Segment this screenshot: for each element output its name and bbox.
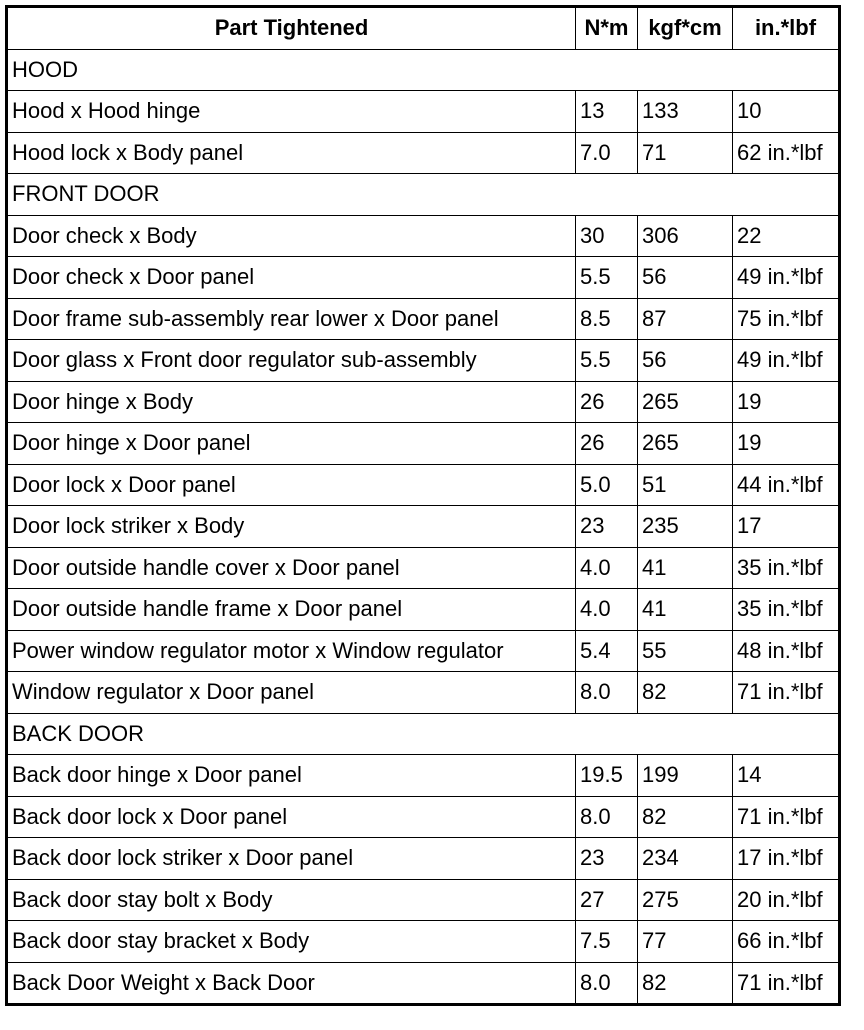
cell-part: Door lock x Door panel: [7, 464, 576, 506]
table-row: [7, 672, 840, 714]
cell-part: Back door stay bolt x Body: [7, 879, 576, 921]
cell-in-lbf: 49 in.*lbf: [733, 257, 840, 299]
cell-kgf-cm: 133: [638, 91, 733, 133]
cell-kgf-cm: 41: [638, 547, 733, 589]
table-row: [7, 755, 840, 797]
cell-in-lbf: 35 in.*lbf: [733, 547, 840, 589]
cell-in-lbf: 19: [733, 423, 840, 465]
cell-nm: 4.0: [576, 589, 638, 631]
cell-part: Back door stay bracket x Body: [7, 921, 576, 963]
cell-part: Door lock striker x Body: [7, 506, 576, 548]
table-row: [7, 381, 840, 423]
cell-in-lbf: 10: [733, 91, 840, 133]
cell-kgf-cm: 56: [638, 340, 733, 382]
header-nm: N*m: [576, 7, 638, 50]
cell-nm: 5.4: [576, 630, 638, 672]
cell-part: Back door lock striker x Door panel: [7, 838, 576, 880]
cell-kgf-cm: 265: [638, 381, 733, 423]
table-row: [7, 91, 840, 133]
cell-in-lbf: 71 in.*lbf: [733, 796, 840, 838]
table-row: [7, 298, 840, 340]
cell-nm: 26: [576, 423, 638, 465]
cell-in-lbf: 71 in.*lbf: [733, 962, 840, 1005]
table-row: [7, 340, 840, 382]
table-row: [7, 132, 840, 174]
section-title: FRONT DOOR: [7, 174, 840, 216]
cell-kgf-cm: 82: [638, 962, 733, 1005]
cell-part: Door frame sub-assembly rear lower x Door panel: [7, 298, 576, 340]
cell-nm: 13: [576, 91, 638, 133]
cell-in-lbf: 22: [733, 215, 840, 257]
cell-kgf-cm: 265: [638, 423, 733, 465]
cell-part: Back Door Weight x Back Door: [7, 962, 576, 1005]
table-row: [7, 215, 840, 257]
cell-kgf-cm: 275: [638, 879, 733, 921]
cell-nm: 26: [576, 381, 638, 423]
cell-kgf-cm: 199: [638, 755, 733, 797]
cell-in-lbf: 14: [733, 755, 840, 797]
cell-part: Door check x Door panel: [7, 257, 576, 299]
cell-kgf-cm: 234: [638, 838, 733, 880]
cell-in-lbf: 48 in.*lbf: [733, 630, 840, 672]
cell-in-lbf: 44 in.*lbf: [733, 464, 840, 506]
cell-nm: 23: [576, 506, 638, 548]
table-row: [7, 796, 840, 838]
cell-kgf-cm: 82: [638, 796, 733, 838]
cell-part: Power window regulator motor x Window regulator: [7, 630, 576, 672]
table-row: [7, 838, 840, 880]
cell-nm: 7.0: [576, 132, 638, 174]
section-row: [7, 713, 840, 755]
table-row: [7, 589, 840, 631]
cell-part: Hood x Hood hinge: [7, 91, 576, 133]
cell-kgf-cm: 82: [638, 672, 733, 714]
table-row: [7, 257, 840, 299]
table-row: [7, 464, 840, 506]
header-row: [7, 7, 840, 50]
cell-in-lbf: 17: [733, 506, 840, 548]
header-in-lbf: in.*lbf: [733, 7, 840, 50]
cell-in-lbf: 71 in.*lbf: [733, 672, 840, 714]
cell-nm: 5.5: [576, 257, 638, 299]
cell-kgf-cm: 306: [638, 215, 733, 257]
cell-nm: 5.0: [576, 464, 638, 506]
cell-nm: 23: [576, 838, 638, 880]
cell-part: Window regulator x Door panel: [7, 672, 576, 714]
cell-kgf-cm: 77: [638, 921, 733, 963]
cell-part: Back door hinge x Door panel: [7, 755, 576, 797]
cell-in-lbf: 75 in.*lbf: [733, 298, 840, 340]
section-row: [7, 49, 840, 91]
cell-kgf-cm: 71: [638, 132, 733, 174]
cell-in-lbf: 66 in.*lbf: [733, 921, 840, 963]
cell-in-lbf: 62 in.*lbf: [733, 132, 840, 174]
table-row: [7, 547, 840, 589]
cell-kgf-cm: 87: [638, 298, 733, 340]
cell-in-lbf: 49 in.*lbf: [733, 340, 840, 382]
cell-in-lbf: 19: [733, 381, 840, 423]
section-title: HOOD: [7, 49, 840, 91]
cell-nm: 8.0: [576, 796, 638, 838]
cell-nm: 8.5: [576, 298, 638, 340]
table-row: [7, 921, 840, 963]
cell-kgf-cm: 41: [638, 589, 733, 631]
cell-in-lbf: 17 in.*lbf: [733, 838, 840, 880]
cell-kgf-cm: 55: [638, 630, 733, 672]
cell-part: Door outside handle cover x Door panel: [7, 547, 576, 589]
cell-nm: 8.0: [576, 672, 638, 714]
cell-nm: 27: [576, 879, 638, 921]
section-row: [7, 174, 840, 216]
cell-nm: 8.0: [576, 962, 638, 1005]
cell-nm: 30: [576, 215, 638, 257]
cell-nm: 4.0: [576, 547, 638, 589]
cell-part: Back door lock x Door panel: [7, 796, 576, 838]
cell-in-lbf: 20 in.*lbf: [733, 879, 840, 921]
cell-kgf-cm: 51: [638, 464, 733, 506]
cell-nm: 7.5: [576, 921, 638, 963]
cell-nm: 5.5: [576, 340, 638, 382]
table-row: [7, 879, 840, 921]
cell-in-lbf: 35 in.*lbf: [733, 589, 840, 631]
cell-nm: 19.5: [576, 755, 638, 797]
torque-spec-table: [5, 5, 841, 1006]
cell-kgf-cm: 56: [638, 257, 733, 299]
cell-part: Door hinge x Body: [7, 381, 576, 423]
header-kgf-cm: kgf*cm: [638, 7, 733, 50]
table-body: [7, 49, 840, 1005]
header-part-tightened: Part Tightened: [7, 7, 576, 50]
section-title: BACK DOOR: [7, 713, 840, 755]
cell-kgf-cm: 235: [638, 506, 733, 548]
table-row: [7, 962, 840, 1005]
table-row: [7, 423, 840, 465]
table-row: [7, 630, 840, 672]
cell-part: Door outside handle frame x Door panel: [7, 589, 576, 631]
cell-part: Door hinge x Door panel: [7, 423, 576, 465]
cell-part: Door check x Body: [7, 215, 576, 257]
table-row: [7, 506, 840, 548]
cell-part: Hood lock x Body panel: [7, 132, 576, 174]
cell-part: Door glass x Front door regulator sub-assembly: [7, 340, 576, 382]
